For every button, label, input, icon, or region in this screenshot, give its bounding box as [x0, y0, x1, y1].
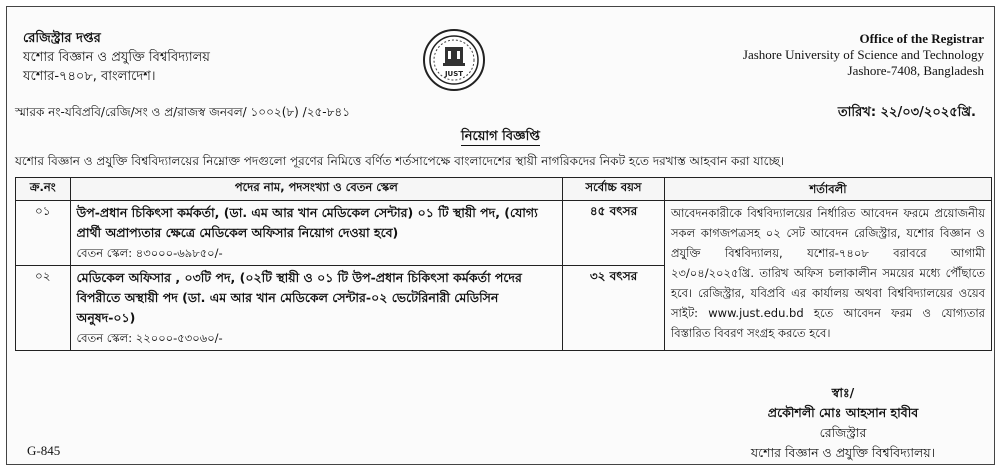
notice-title [7, 127, 994, 148]
university-name-en: Jashore University of Science and Technology [742, 47, 984, 62]
col-header-post: পদের নাম, পদসংখ্যা ও বেতন স্কেল [70, 178, 563, 201]
col-header-age: সর্বোচ্চ বয়স [563, 178, 665, 201]
vacancy-table [15, 177, 992, 351]
seal-text: JUST [444, 70, 464, 78]
signature-block [703, 383, 983, 463]
notice-date: তারিখ: ২২/০৩/২০২৫খ্রি. [837, 105, 976, 120]
university-seal-icon [423, 29, 485, 91]
col-header-conditions: শর্তাবলী [664, 178, 991, 201]
header-right [743, 31, 984, 79]
row-post [70, 201, 563, 266]
table-header-row [16, 178, 992, 201]
row-sl: ০২ [16, 266, 71, 351]
col-header-sl: ক্র.নং [16, 178, 71, 201]
notice-title-text: নিয়োগ বিজ্ঞপ্তি [461, 129, 540, 144]
signatory-org: যশোর বিজ্ঞান ও প্রযুক্তি বিশ্ববিদ্যালয়। [750, 445, 936, 460]
row-sl: ০১ [16, 201, 71, 266]
intro-text: যশোর বিজ্ঞান ও প্রযুক্তি বিশ্ববিদ্যালয়ের নিম্নোক্ত পদগুলো পূরণের নিমিত্তে বর্ণিত শর্তসাপেক্ষে বাংলাদেশের স্থায়ী নাগরিকদের নিকট হতে দরখাস্ত আহবান করা যাচ্ছে। [15, 154, 785, 168]
signature-sd: স্বাঃ/ [831, 385, 855, 400]
signatory-name: প্রকৌশলী মোঃ আহসান হাবীব [767, 405, 919, 420]
address-en: Jashore-7408, Bangladesh [847, 63, 984, 78]
signatory-designation: রেজিস্ট্রার [819, 425, 867, 440]
row-age: ৪৫ বৎসর [563, 201, 665, 266]
row-post [70, 266, 563, 351]
pay-scale: বেতন স্কেল: ২২০০০-৫৩০৬০/- [76, 331, 223, 345]
pay-scale: বেতন স্কেল: ৪৩০০০-৬৯৮৫০/- [76, 246, 223, 260]
memo-number: স্মারক নং-যবিপ্রবি/রেজি/সং ও প্র/রাজস্ব জনবল/ ১০০২(৮) /২৫-৮৪১ [15, 105, 350, 119]
g-number: G-845 [27, 443, 61, 458]
address-bn: যশোর-৭৪০৮, বাংলাদেশ। [23, 69, 156, 84]
table-row [16, 201, 992, 266]
row-age: ৩২ বৎসর [563, 266, 665, 351]
office-name-en: Office of the Registrar [859, 31, 984, 46]
header-left [23, 29, 210, 86]
conditions-text: আবেদনকারীকে বিশ্ববিদ্যালয়ের নির্ধারিত আবেদন ফরমে প্রয়োজনীয় সকল কাগজপত্রসহ ০২ সেট আবেদন রেজিস্ট্রার, যশোর বিজ্ঞান ও প্রযুক্তি বিশ্ববিদ্যালয়, যশোর-৭৪০৮ বরাবরে আগামী ২৩/০৪/২০২৫খ্রি. তারিখ অফিস চলাকালীন সময়ের মধ্যে পৌঁছাতে হবে। রেজিস্ট্রার, যবিপ্রবি এর কার্যালয় অথবা বিশ্ববিদ্যালয়ের ওয়েব সাইট: www.just.edu.bd হতে আবেদন ফরম ও যোগ্যতার বিস্তারিত বিবরণ সংগ্রহ করতে হবে। [664, 201, 991, 351]
post-description: মেডিকেল অফিসার , ০৩টি পদ, (০২টি স্থায়ী ও ০১ টি উপ-প্রধান চিকিৎসা কর্মকর্তা পদের বিপরীতে অস্থায়ী পদ (ডা. এম আর খান মেডিকেল সেন্টার-০২ ভেটেরিনারী মেডিসিন অনুষদ-০১) [76, 270, 522, 325]
post-description: উপ-প্রধান চিকিৎসা কর্মকর্তা, (ডা. এম আর খান মেডিকেল সেন্টার) ০১ টি স্থায়ী পদ, (যোগ্য প্রার্থী অপ্রাপ্যতার ক্ষেত্রে মেডিকেল অফিসার নিয়োগ দেওয়া হবে) [76, 205, 538, 240]
office-name-bn: রেজিস্ট্রার দপ্তর [23, 31, 101, 46]
university-name-bn: যশোর বিজ্ঞান ও প্রযুক্তি বিশ্ববিদ্যালয় [23, 50, 210, 65]
notice-page [6, 6, 995, 465]
